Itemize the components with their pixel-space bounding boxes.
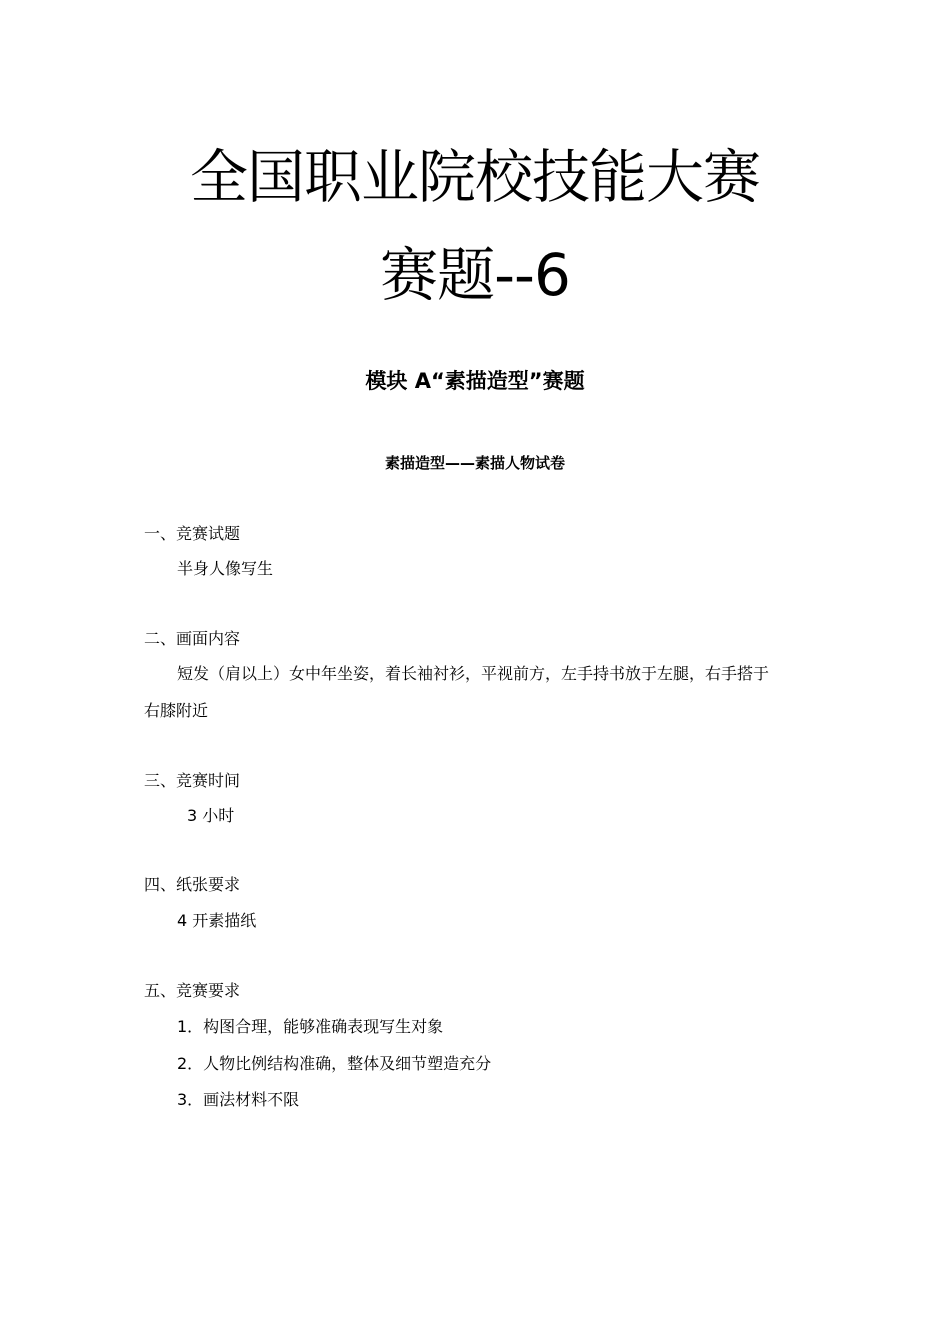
- document-title-line-2: 赛题--6: [380, 241, 570, 309]
- section-heading-3: 三、竞赛时间: [144, 771, 241, 790]
- section-body-2-line-2: 右膝附近: [144, 701, 209, 720]
- requirement-item-1: 1．构图合理，能够准确表现写生对象: [177, 1017, 444, 1036]
- section-body-1-line-1: 半身人像写生: [177, 559, 274, 578]
- section-heading-5: 五、竞赛要求: [144, 981, 241, 1000]
- section-body-3-line-1: 3 小时: [187, 806, 235, 825]
- requirement-item-2: 2．人物比例结构准确，整体及细节塑造充分: [177, 1054, 492, 1073]
- requirement-item-3: 3．画法材料不限: [177, 1090, 300, 1109]
- section-body-2-line-1: 短发（肩以上）女中年坐姿，着长袖衬衫，平视前方，左手持书放于左腿，右手搭于: [177, 664, 770, 683]
- paper-subtitle: 素描造型——素描人物试卷: [384, 454, 565, 472]
- section-body-4-line-1: 4 开素描纸: [177, 911, 257, 930]
- section-heading-1: 一、竞赛试题: [144, 524, 241, 543]
- module-subtitle: 模块 A“素描造型”赛题: [365, 369, 585, 393]
- document-title-line-1: 全国职业院校技能大赛: [189, 143, 760, 211]
- section-heading-2: 二、画面内容: [144, 629, 241, 648]
- section-heading-4: 四、纸张要求: [144, 875, 241, 894]
